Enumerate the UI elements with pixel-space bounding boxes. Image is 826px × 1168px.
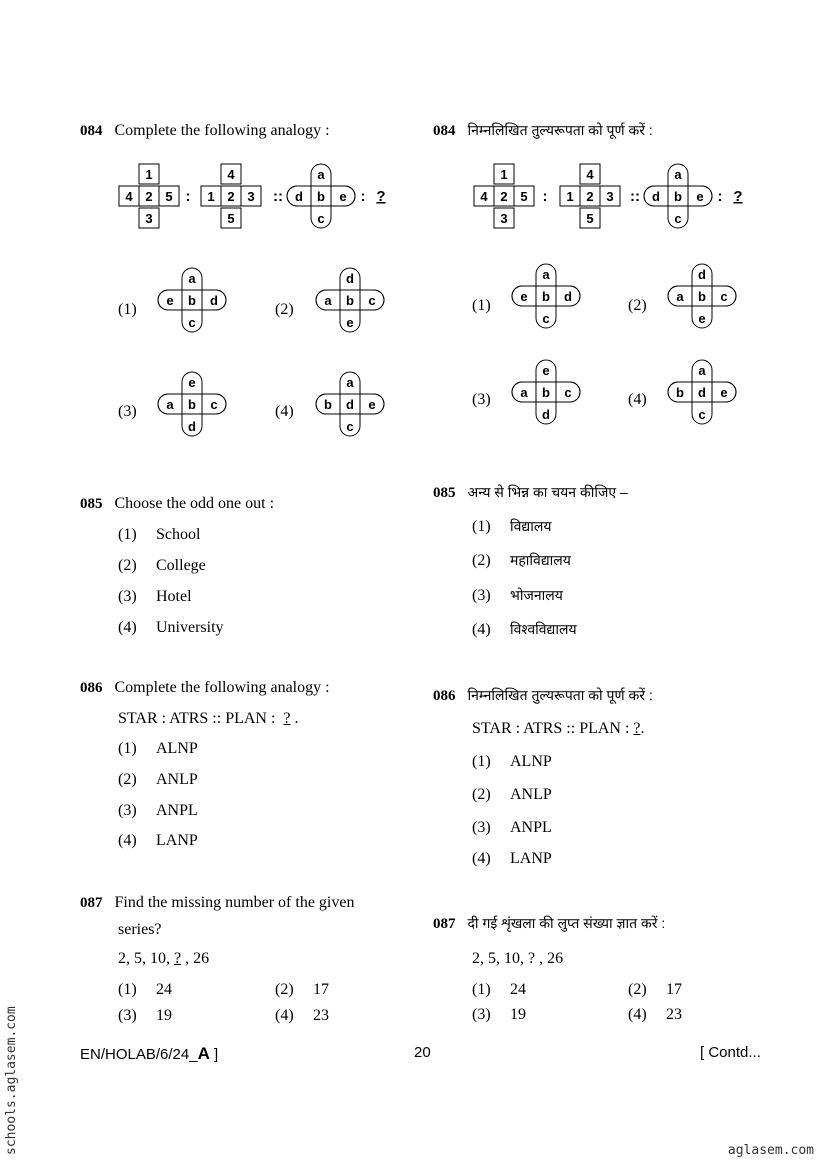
option-3: (3) Hotel <box>118 588 192 605</box>
option-label-4: (4) <box>628 391 647 408</box>
option-3: (3) ANPL <box>118 802 198 819</box>
question-text: निम्नलिखित तुल्यरूपता को पूर्ण करें : <box>467 122 653 138</box>
question-number: 087 <box>80 895 103 911</box>
cell-center: 2 <box>586 189 594 204</box>
oval-cross-question <box>644 164 712 228</box>
option-1: (1) ALNP <box>472 753 552 770</box>
oval-bottom: c <box>698 407 706 422</box>
question-084-en <box>80 123 330 139</box>
question-number: 084 <box>433 123 456 139</box>
cell-right: 5 <box>520 189 528 204</box>
analogy-figure-hi <box>470 162 760 234</box>
option-figure-3 <box>510 358 582 428</box>
oval-right: e <box>720 385 728 400</box>
oval-left: a <box>520 385 528 400</box>
continued-label: [ Contd... <box>700 1044 761 1061</box>
cell-right: 5 <box>165 189 173 204</box>
cross-grid-1 <box>119 164 179 228</box>
question-084-hi <box>433 123 653 139</box>
oval-bottom: e <box>346 315 354 330</box>
answer-blank: ? <box>633 720 641 737</box>
colon-sign: : <box>542 188 548 205</box>
oval-bottom: c <box>674 211 682 226</box>
oval-right: c <box>210 397 218 412</box>
oval-top: e <box>188 375 196 390</box>
colon-sign: : <box>360 188 366 205</box>
oval-top: a <box>317 167 325 182</box>
option-figure-2 <box>666 262 738 332</box>
oval-left: d <box>295 189 303 204</box>
oval-center: b <box>346 293 354 308</box>
oval-center: b <box>188 397 196 412</box>
question-087-hi <box>433 916 665 932</box>
oval-right: c <box>720 289 728 304</box>
option-2: (2) College <box>118 557 206 574</box>
analogy-figure-en <box>115 162 395 234</box>
cell-bottom: 5 <box>586 211 594 226</box>
option-label-1: (1) <box>118 301 137 318</box>
oval-center: b <box>542 385 550 400</box>
answer-blank: ? <box>528 950 536 967</box>
oval-left: e <box>520 289 528 304</box>
question-text: दी गई शृंखला की लुप्त संख्या ज्ञात करें : <box>467 915 666 931</box>
oval-right: c <box>564 385 572 400</box>
option-4: (4) LANP <box>118 832 198 849</box>
option-4: (4) University <box>118 619 224 636</box>
oval-right: e <box>339 189 347 204</box>
option-3: (3) 19 <box>118 1007 172 1024</box>
oval-bottom: c <box>188 315 196 330</box>
option-label-1: (1) <box>472 297 491 314</box>
option-2: (2) ANLP <box>118 771 198 788</box>
oval-center: b <box>317 189 325 204</box>
question-number: 085 <box>433 485 456 501</box>
oval-center: d <box>346 397 354 412</box>
bottom-watermark: aglasem.com <box>727 1143 814 1158</box>
oval-left: e <box>166 293 174 308</box>
question-number: 084 <box>80 123 103 139</box>
option-label-3: (3) <box>472 391 491 408</box>
cell-right: 3 <box>247 189 255 204</box>
option-1: (1) School <box>118 526 201 543</box>
question-087-en <box>80 895 354 911</box>
question-mark: ? <box>733 188 743 205</box>
option-figure-4 <box>666 358 738 428</box>
oval-left: a <box>324 293 332 308</box>
double-colon-sign: :: <box>273 188 283 205</box>
oval-top: a <box>542 267 550 282</box>
question-text: निम्नलिखित तुल्यरूपता को पूर्ण करें : <box>467 687 653 703</box>
cell-center: 2 <box>227 189 235 204</box>
oval-right: d <box>564 289 572 304</box>
cell-center: 2 <box>500 189 508 204</box>
oval-center: d <box>698 385 706 400</box>
oval-top: a <box>674 167 682 182</box>
question-085-en <box>80 496 274 512</box>
option-figure-1 <box>156 266 228 336</box>
oval-center: b <box>698 289 706 304</box>
cell-top: 1 <box>145 167 153 182</box>
question-number: 087 <box>433 916 456 932</box>
option-3: (3) 19 <box>472 1006 526 1023</box>
option-2: (2) 17 <box>275 981 329 998</box>
oval-bottom: e <box>698 311 706 326</box>
cell-center: 2 <box>145 189 153 204</box>
colon-sign: : <box>717 188 723 205</box>
cell-bottom: 5 <box>227 211 235 226</box>
option-figure-1 <box>510 262 582 332</box>
oval-right: e <box>696 189 704 204</box>
option-2: (2) 17 <box>628 981 682 998</box>
cell-bottom: 3 <box>145 211 153 226</box>
analogy-prompt: STAR : ATRS :: PLAN : ?. <box>472 720 645 737</box>
option-2: (2) महाविद्यालय <box>472 552 571 569</box>
cell-top: 4 <box>586 167 594 182</box>
option-1: (1) विद्यालय <box>472 518 552 535</box>
option-figure-2 <box>314 266 386 336</box>
answer-blank: ? <box>283 710 291 727</box>
cell-bottom: 3 <box>500 211 508 226</box>
question-text-line2: series? <box>118 921 162 938</box>
oval-center: b <box>674 189 682 204</box>
option-label-4: (4) <box>275 403 294 420</box>
oval-top: a <box>188 271 196 286</box>
option-figure-3 <box>156 370 228 440</box>
answer-blank: ? <box>174 950 182 967</box>
cell-top: 4 <box>227 167 235 182</box>
option-4: (4) विश्वविद्यालय <box>472 621 577 638</box>
option-2: (2) ANLP <box>472 786 552 803</box>
oval-right: d <box>210 293 218 308</box>
oval-bottom: d <box>188 419 196 434</box>
cross-grid-2 <box>201 164 261 228</box>
option-1: (1) ALNP <box>118 740 198 757</box>
question-086-en <box>80 680 330 696</box>
number-series: 2, 5, 10, ? , 26 <box>118 950 210 967</box>
question-text: Complete the following analogy : <box>114 122 330 139</box>
oval-left: b <box>324 397 332 412</box>
question-mark: ? <box>376 188 386 205</box>
oval-top: d <box>698 267 706 282</box>
cross-grid-1 <box>474 164 534 228</box>
question-number: 086 <box>433 688 456 704</box>
option-1: (1) 24 <box>472 981 526 998</box>
option-3: (3) भोजनालय <box>472 587 563 604</box>
cell-left: 4 <box>125 189 133 204</box>
question-085-hi <box>433 485 628 501</box>
oval-bottom: c <box>317 211 325 226</box>
oval-left: a <box>166 397 174 412</box>
oval-bottom: c <box>542 311 550 326</box>
oval-right: e <box>368 397 376 412</box>
oval-left: d <box>652 189 660 204</box>
oval-center: b <box>542 289 550 304</box>
option-label-3: (3) <box>118 403 137 420</box>
cell-left: 1 <box>566 189 574 204</box>
cell-left: 4 <box>480 189 488 204</box>
option-label-2: (2) <box>275 301 294 318</box>
oval-center: b <box>188 293 196 308</box>
oval-left: b <box>676 385 684 400</box>
paper-code: EN/HOLAB/6/24_A ] <box>80 1044 219 1063</box>
option-4: (4) 23 <box>628 1006 682 1023</box>
question-number: 085 <box>80 496 103 512</box>
question-text: Complete the following analogy : <box>114 679 330 696</box>
option-4: (4) 23 <box>275 1007 329 1024</box>
oval-left: a <box>676 289 684 304</box>
cross-grid-2 <box>560 164 620 228</box>
side-watermark: schools.aglasem.com <box>4 1006 19 1155</box>
cell-left: 1 <box>207 189 215 204</box>
oval-bottom: c <box>346 419 354 434</box>
question-text: Find the missing number of the given <box>114 894 355 911</box>
question-086-hi <box>433 688 653 704</box>
number-series: 2, 5, 10, ? , 26 <box>472 950 564 967</box>
oval-top: a <box>346 375 354 390</box>
oval-cross-question <box>287 164 355 228</box>
colon-sign: : <box>185 188 191 205</box>
oval-top: a <box>698 363 706 378</box>
oval-top: e <box>542 363 550 378</box>
cell-top: 1 <box>500 167 508 182</box>
question-text: Choose the odd one out : <box>114 495 275 512</box>
option-4: (4) LANP <box>472 850 552 867</box>
option-3: (3) ANPL <box>472 819 552 836</box>
page-number: 20 <box>414 1044 431 1061</box>
oval-bottom: d <box>542 407 550 422</box>
question-number: 086 <box>80 680 103 696</box>
option-label-2: (2) <box>628 297 647 314</box>
double-colon-sign: :: <box>630 188 640 205</box>
oval-right: c <box>368 293 376 308</box>
analogy-prompt: STAR : ATRS :: PLAN : ? . <box>118 710 299 727</box>
cell-right: 3 <box>606 189 614 204</box>
question-text: अन्य से भिन्न का चयन कीजिए – <box>467 484 628 500</box>
oval-top: d <box>346 271 354 286</box>
option-1: (1) 24 <box>118 981 172 998</box>
option-figure-4 <box>314 370 386 440</box>
